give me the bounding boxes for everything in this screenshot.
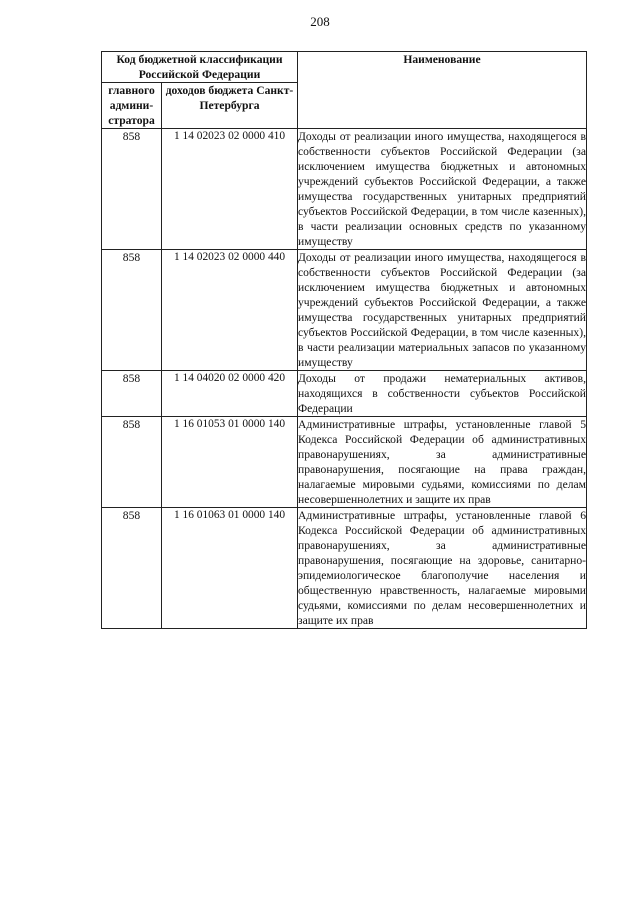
table-row xyxy=(102,371,587,417)
revenue-code: 1 16 01053 01 0000 140 xyxy=(162,417,298,508)
admin-code: 858 xyxy=(102,417,162,508)
header-admin: главного админи-стратора xyxy=(102,83,162,129)
revenue-name: Доходы от продажи нематериальных активов, находящихся в собственности субъектов Российской Федерации xyxy=(298,372,586,415)
table-row xyxy=(102,250,587,371)
table-row xyxy=(102,417,587,508)
admin-code: 858 xyxy=(102,371,162,417)
table-row xyxy=(102,129,587,250)
revenue-name: Доходы от реализации иного имущества, находящегося в собственности субъектов Российской Федерации (за исключением имущества бюджетных и автономных учреждений субъектов Российской Федерации, а также имущества государственных унитарных предприятий субъектов Российской Федерации, в том числе казенных), в части реализации материальных запасов по указанному имуществу xyxy=(298,251,586,369)
revenue-code: 1 14 02023 02 0000 440 xyxy=(162,250,298,371)
header-name: Наименование xyxy=(298,52,587,129)
revenue-name: Административные штрафы, установленные главой 5 Кодекса Российской Федерации об административных правонарушениях, за административные правонарушения, посягающие на права граждан, налагаемые мировыми судьями, комиссиями по делам несовершеннолетних и защите их прав xyxy=(298,418,586,506)
revenue-code: 1 14 04020 02 0000 420 xyxy=(162,371,298,417)
header-revenue: доходов бюджета Санкт-Петербурга xyxy=(162,83,298,129)
admin-code: 858 xyxy=(102,129,162,250)
revenue-name: Административные штрафы, установленные главой 6 Кодекса Российской Федерации об административных правонарушениях, за административные правонарушения, посягающие на здоровье, санитарно-эпидемиологическое благополучие населения и общественную нравственность, налагаемые мировыми судьями, комиссиями по делам несовершеннолетних и защите их прав xyxy=(298,509,586,627)
revenue-code: 1 16 01063 01 0000 140 xyxy=(162,508,298,629)
table-row xyxy=(102,508,587,629)
page-number: 208 xyxy=(310,14,330,29)
admin-code: 858 xyxy=(102,508,162,629)
header-code-group: Код бюджетной классификации Российской Федерации xyxy=(102,52,298,83)
budget-classification-table xyxy=(101,51,587,629)
revenue-name: Доходы от реализации иного имущества, находящегося в собственности субъектов Российской Федерации (за исключением имущества бюджетных и автономных учреждений субъектов Российской Федерации, а также имущества государственных унитарных предприятий субъектов Российской Федерации, в том числе казенных), в части реализации основных средств по указанному имуществу xyxy=(298,130,586,248)
admin-code: 858 xyxy=(102,250,162,371)
revenue-code: 1 14 02023 02 0000 410 xyxy=(162,129,298,250)
